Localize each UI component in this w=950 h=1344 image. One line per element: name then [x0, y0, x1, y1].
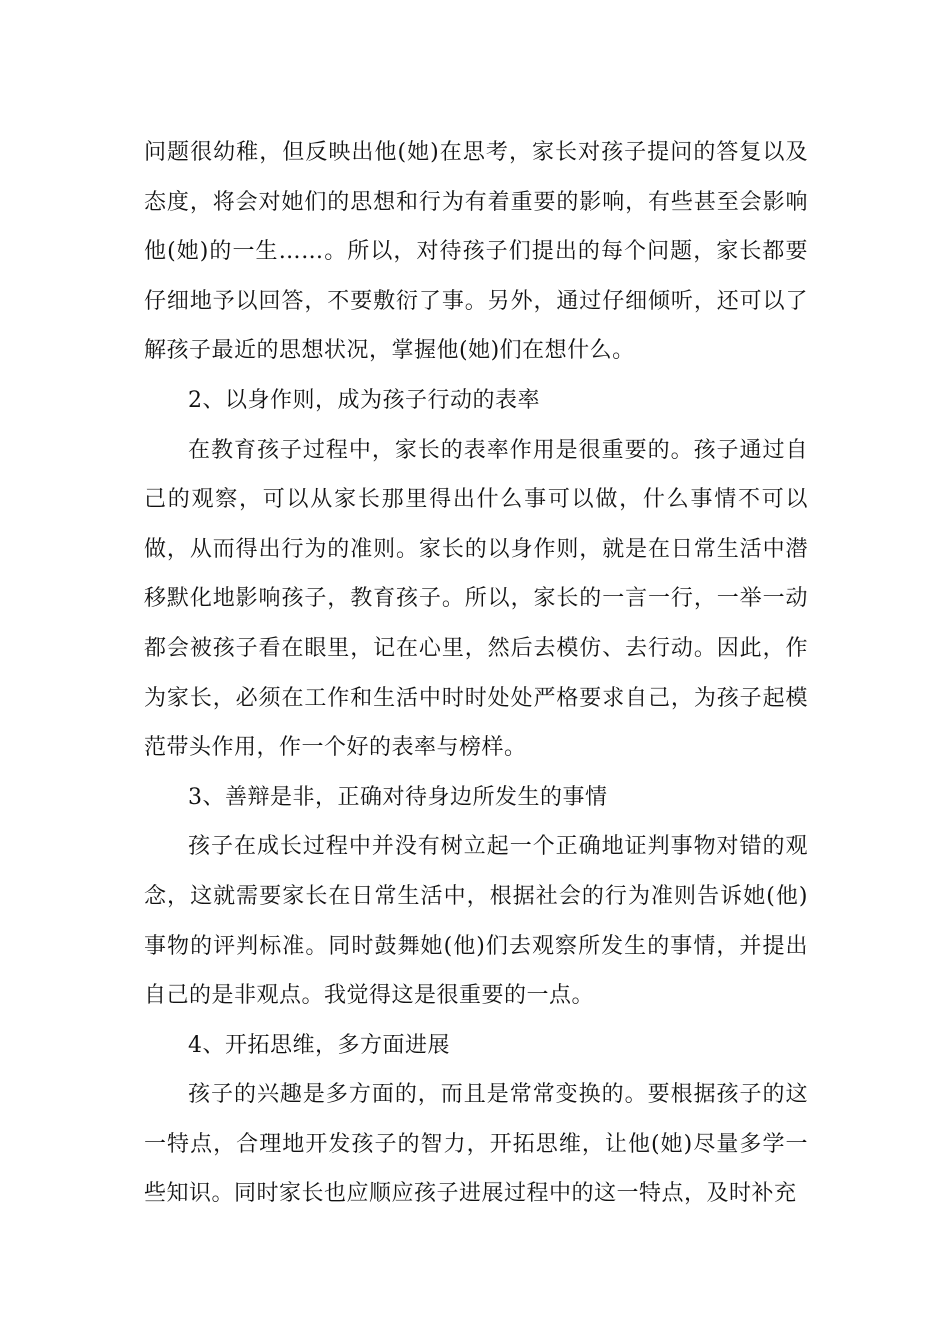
paragraph-thinking: 孩子的兴趣是多方面的，而且是常常变换的。要根据孩子的这一特点，合理地开发孩子的智力，开拓思维，让他(她)尽量多学一些知识。同时家长也应顺应孩子进展过程中的这一特点，及时补充 [144, 1082, 808, 1207]
section-heading-2: 2、以身作则，成为孩子行动的表率 [188, 387, 540, 413]
paragraph-continued: 问题很幼稚，但反映出他(她)在思考，家长对孩子提问的答复以及态度，将会对她们的思想和行为有着重要的影响，有些甚至会影响他(她)的一生……。所以，对待孩子们提出的每个问题，家长都要仔细地予以回答，不要敷衍了事。另外，通过仔细倾听，还可以了解孩子最近的思想状况，掌握他(她)们在想什么。 [144, 140, 808, 364]
section-heading-4: 4、开拓思维，多方面进展 [188, 1032, 450, 1058]
section-heading-3: 3、善辩是非，正确对待身边所发生的事情 [188, 784, 608, 810]
document-body [144, 128, 808, 1219]
paragraph-role-model: 在教育孩子过程中，家长的表率作用是很重要的。孩子通过自己的观察，可以从家长那里得出什么事可以做，什么事情不可以做，从而得出行为的准则。家长的以身作则，就是在日常生活中潜移默化地影响孩子，教育孩子。所以，家长的一言一行，一举一动都会被孩子看在眼里，记在心里，然后去模仿、去行动。因此，作为家长，必须在工作和生活中时时处处严格要求自己，为孩子起模范带头作用，作一个好的表率与榜样。 [144, 437, 808, 761]
paragraph-right-wrong: 孩子在成长过程中并没有树立起一个正确地证判事物对错的观念，这就需要家长在日常生活中，根据社会的行为准则告诉她(他)事物的评判标准。同时鼓舞她(他)们去观察所发生的事情，并提出自己的是非观点。我觉得这是很重要的一点。 [144, 834, 808, 1009]
